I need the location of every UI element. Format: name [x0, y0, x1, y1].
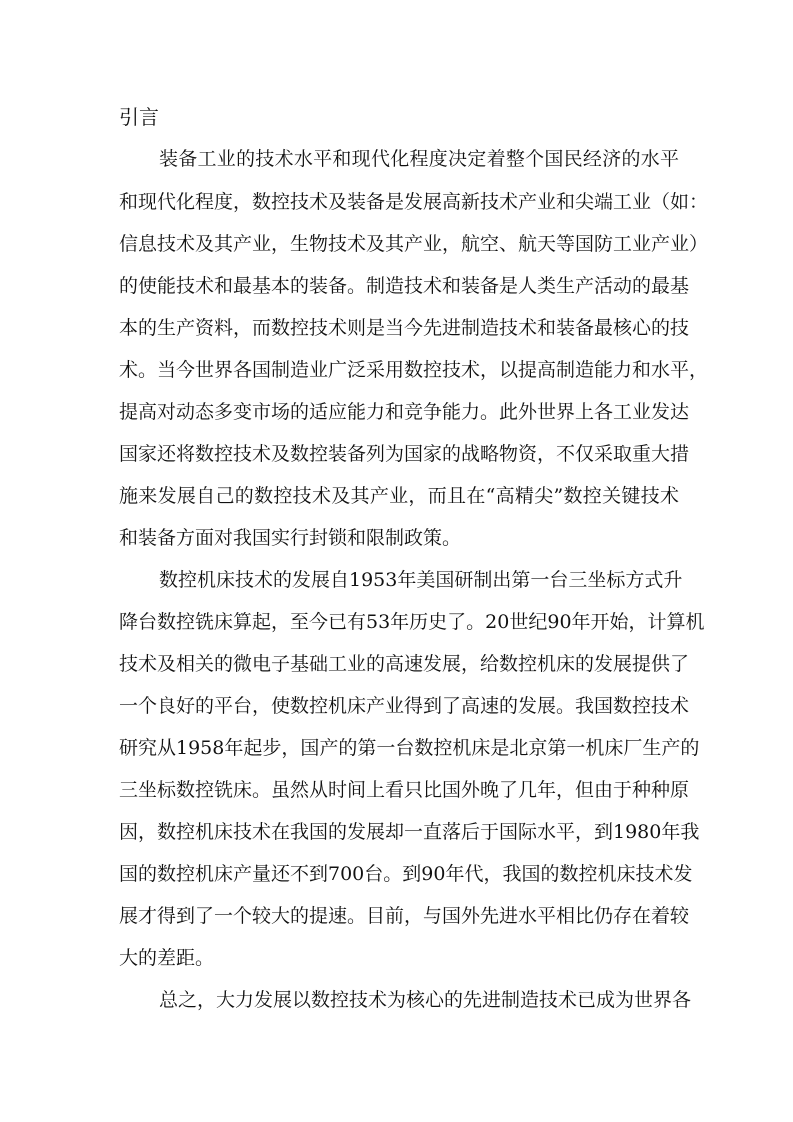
text-line: 技术及相关的微电子基础工业的高速发展，给数控机床的发展提供了	[119, 653, 690, 675]
text-line: 总之，大力发展以数控技术为核心的先进制造技术已成为世界各	[159, 989, 692, 1011]
text-line: 一个良好的平台，使数控机床产业得到了高速的发展。我国数控技术	[119, 695, 690, 717]
text-line: 施来发展自己的数控技术及其产业，而且在“高精尖”数控关键技术	[119, 485, 679, 507]
text-line: 术。当今世界各国制造业广泛采用数控技术，以提高制造能力和水平，	[119, 359, 709, 381]
text-line: 和装备方面对我国实行封锁和限制政策。	[119, 527, 462, 549]
text-line: 本的生产资料，而数控技术则是当今先进制造技术和装备最核心的技	[119, 317, 690, 339]
text-line: 装备工业的技术水平和现代化程度决定着整个国民经济的水平	[159, 148, 679, 170]
text-line: 国家还将数控技术及数控装备列为国家的战略物资，不仅采取重大措	[119, 443, 690, 465]
text-line: 三坐标数控铣床。虽然从时间上看只比国外晚了几年，但由于种种原	[119, 779, 690, 801]
text-line: 大的差距。	[119, 947, 215, 969]
text-line: 信息技术及其产业，生物技术及其产业，航空、航天等国防工业产业）	[119, 233, 709, 255]
text-line: 研究从1958年起步，国产的第一台数控机床是北京第一机床厂生产的	[119, 737, 700, 759]
section-heading: 引言	[119, 105, 159, 129]
text-line: 数控机床技术的发展自1953年美国研制出第一台三坐标方式升	[159, 569, 683, 591]
text-line: 提高对动态多变市场的适应能力和竞争能力。此外世界上各工业发达	[119, 401, 690, 423]
text-line: 降台数控铣床算起，至今已有53年历史了。20世纪90年开始，计算机	[119, 611, 705, 633]
text-line: 因，数控机床技术在我国的发展却一直落后于国际水平，到1980年我	[119, 821, 700, 843]
text-line: 展才得到了一个较大的提速。目前，与国外先进水平相比仍存在着较	[119, 905, 690, 927]
text-line: 国的数控机床产量还不到700台。到90年代，我国的数控机床技术发	[119, 863, 693, 885]
text-line: 和现代化程度，数控技术及装备是发展高新技术产业和尖端工业（如：	[119, 191, 709, 213]
text-line: 的使能技术和最基本的装备。制造技术和装备是人类生产活动的最基	[119, 275, 690, 297]
